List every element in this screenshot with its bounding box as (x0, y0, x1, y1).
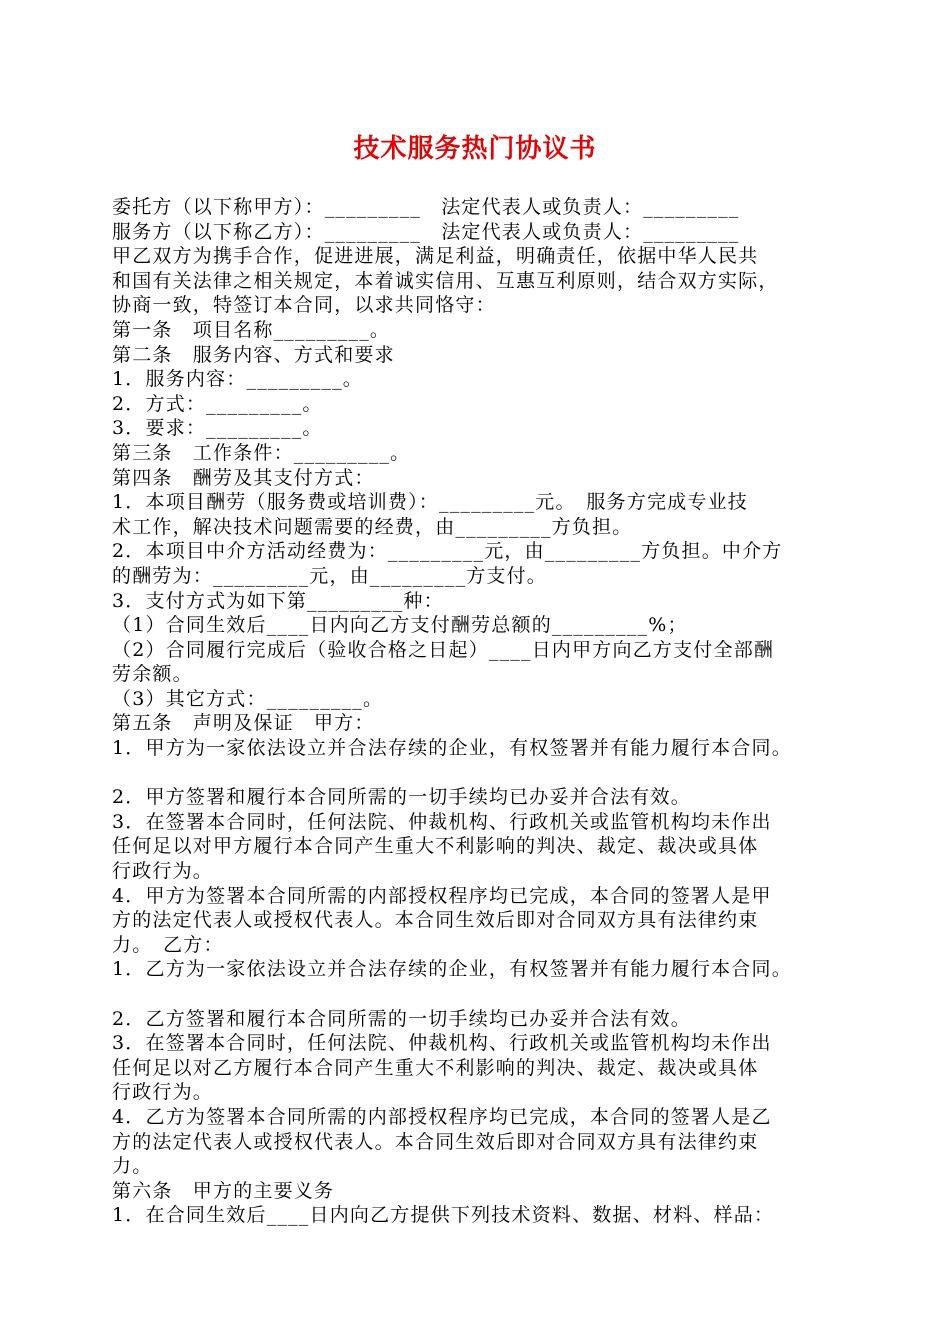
text-line: 3．支付方式为如下第_________种： (112, 589, 444, 612)
text-line: 第三条 工作条件：_________。 (112, 441, 411, 464)
document-body (112, 195, 872, 1228)
text-line: 的酬劳为：_________元，由_________方支付。 (112, 564, 548, 587)
text-line: 2．方式：_________。 (112, 392, 323, 415)
text-line: 甲乙双方为携手合作，促进进展，满足利益，明确责任，依据中华人民共 (112, 245, 759, 268)
document-title: 技术服务热门协议书 (353, 134, 597, 164)
text-line: 任何足以对乙方履行本合同产生重大不利影响的判决、裁定、裁决或具体 (112, 1056, 759, 1079)
text-line: 第二条 服务内容、方式和要求 (112, 343, 395, 366)
text-line: 1．乙方为一家依法设立并合法存续的企业，有权签署并有能力履行本合同。 (112, 958, 792, 981)
text-line: 1．本项目酬劳（服务费或培训费）：_________元。 服务方完成专业技 (112, 491, 748, 514)
text-line: 方的法定代表人或授权代表人。本合同生效后即对合同双方具有法律约束 (112, 1130, 759, 1153)
text-line: 力。 (112, 1155, 153, 1178)
text-line: 3．要求：_________。 (112, 417, 323, 440)
text-line: 行政行为。 (112, 860, 214, 883)
text-line: 术工作，解决技术问题需要的经费，由_________方负担。 (112, 515, 633, 538)
text-line: 任何足以对甲方履行本合同产生重大不利影响的判决、裁定、裁决或具体 (112, 835, 759, 858)
text-line: 服务方（以下称乙方）：_________ 法定代表人或负责人：_________ (112, 220, 740, 243)
text-line: （1）合同生效后____日内向乙方支付酬劳总额的_________%； (112, 614, 688, 637)
text-line: 4．甲方为签署本合同所需的内部授权程序均已完成，本合同的签署人是甲 (112, 884, 772, 907)
text-line: 和国有关法律之相关规定，本着诚实信用、互惠互利原则，结合双方实际， (112, 269, 779, 292)
text-line: 第六条 甲方的主要义务 (112, 1179, 335, 1202)
text-line: 第一条 项目名称_________。 (112, 318, 391, 341)
text-line: 2．甲方签署和履行本合同所需的一切手续均已办妥并合法有效。 (112, 786, 691, 809)
text-line: 第五条 声明及保证 甲方： (112, 712, 375, 735)
text-line: 2．乙方签署和履行本合同所需的一切手续均已办妥并合法有效。 (112, 1007, 691, 1030)
text-line: 第四条 酬劳及其支付方式： (112, 466, 375, 489)
text-line: 协商一致，特签订本合同，以求共同恪守： (112, 294, 496, 317)
text-line: 1．服务内容：_________。 (112, 368, 363, 391)
text-line: （2）合同履行完成后（验收合格之日起）____日内甲方向乙方支付全部酬 (112, 638, 775, 661)
text-line: 劳余额。 (112, 663, 193, 686)
text-line: （3）其它方式：_________。 (112, 687, 384, 710)
text-line: 1．甲方为一家依法设立并合法存续的企业，有权签署并有能力履行本合同。 (112, 737, 792, 760)
text-line: 3．在签署本合同时，任何法院、仲裁机构、行政机关或监管机构均未作出 (112, 810, 772, 833)
text-line: 力。 乙方： (112, 933, 224, 956)
text-line: 方的法定代表人或授权代表人。本合同生效后即对合同双方具有法律约束 (112, 909, 759, 932)
text-line: 行政行为。 (112, 1081, 214, 1104)
blank-line (112, 761, 872, 786)
text-line: 1．在合同生效后____日内向乙方提供下列技术资料、数据、材料、样品： (112, 1204, 775, 1227)
text-line: 3．在签署本合同时，任何法院、仲裁机构、行政机关或监管机构均未作出 (112, 1032, 772, 1055)
text-line: 4．乙方为签署本合同所需的内部授权程序均已完成，本合同的签署人是乙 (112, 1105, 772, 1128)
blank-line (112, 982, 872, 1007)
text-line: 委托方（以下称甲方）：_________ 法定代表人或负责人：_________ (112, 196, 740, 218)
text-line: 2．本项目中介方活动经费为：_________元，由_________方负担。中介方 (112, 540, 783, 563)
